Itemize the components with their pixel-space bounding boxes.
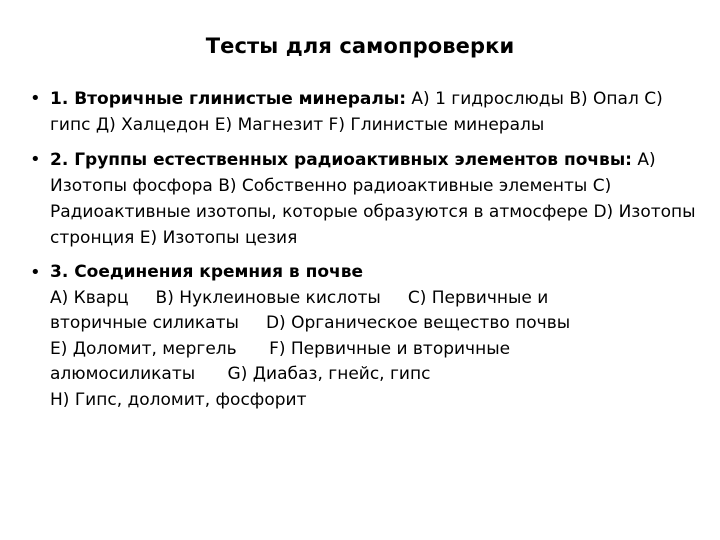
slide-title: Тесты для самопроверки <box>205 34 515 58</box>
question-title: 3. Соединения кремния в почве <box>50 262 363 282</box>
question-item-2 <box>30 147 702 251</box>
bullet-icon: • <box>30 262 41 283</box>
answer-line: алюмосиликаты G) Диабаз, гнейс, гипс <box>50 364 431 384</box>
answer-line: Н) Гипс, доломит, фосфорит <box>50 389 307 410</box>
question-item-3 <box>30 260 702 413</box>
answer-options: А) Изотопы фосфора В) Собственно радиоактивные элементы С) Радиоактивные изотопы, которые образуются в атмосфере D) Изотопы стронция Е) Изотопы цезия <box>50 150 696 248</box>
question-title: 2. Группы естественных радиоактивных элементов почвы: <box>50 150 632 170</box>
answer-line: А) Кварц В) Нуклеиновые кислоты С) Первичные и <box>50 287 549 308</box>
question-title: 1. Вторичные глинистые минералы: <box>50 89 407 109</box>
question-item-1 <box>30 86 702 138</box>
question-list <box>30 86 702 422</box>
answer-line: вторичные силикаты D) Органическое вещество почвы <box>50 313 571 333</box>
bullet-icon: • <box>30 88 41 109</box>
answer-options: А) 1 гидрослюды В) Опал С) гипс Д) Халцедон Е) Магнезит F) Глинистые минералы <box>50 89 663 135</box>
bullet-icon: • <box>30 149 41 170</box>
answer-line: Е) Доломит, мергель F) Первичные и вторичные <box>50 338 511 359</box>
